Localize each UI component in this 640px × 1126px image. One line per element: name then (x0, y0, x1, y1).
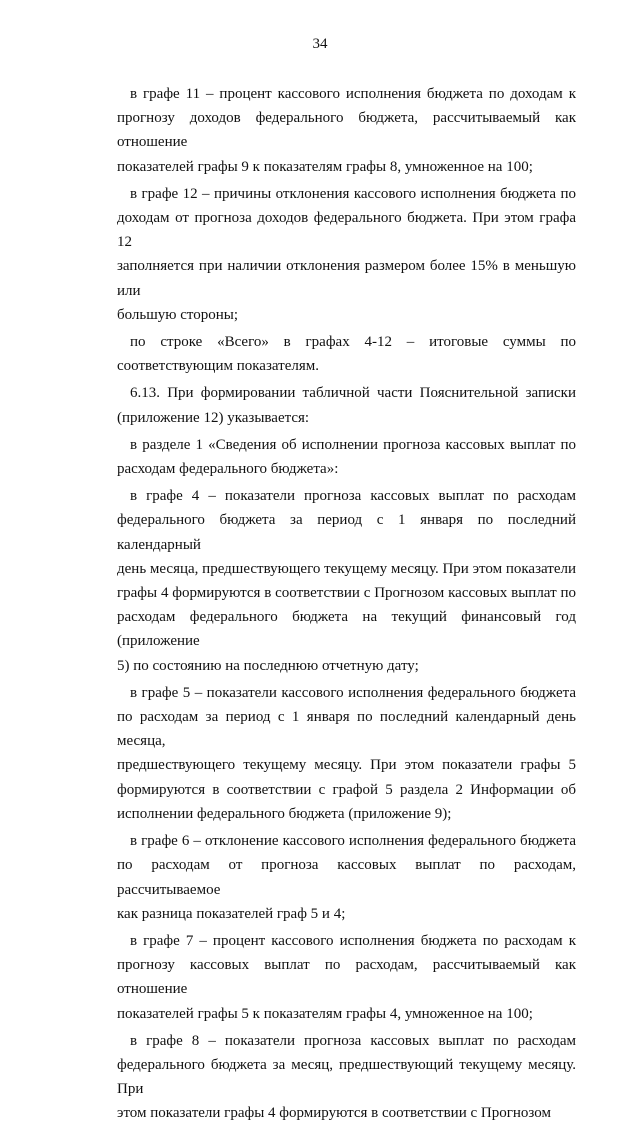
text-line: (приложение 12) указывается: (117, 409, 310, 426)
text-line: этом показатели графы 4 формируются в соответствии с Прогнозом (117, 1105, 551, 1122)
document-body (117, 82, 576, 1126)
text-line: исполнении федерального бюджета (приложение 9); (117, 805, 452, 822)
text-line: в графе 7 – процент кассового исполнения бюджета по расходам к (130, 932, 576, 949)
text-line: расходам федерального бюджета»: (117, 461, 339, 478)
text-line: доходам от прогноза доходов федерального бюджета. При этом графа 12 (117, 210, 576, 251)
text-line: 5) по состоянию на последнюю отчетную дату; (117, 657, 419, 674)
text-line: в графе 6 – отклонение кассового исполнения федерального бюджета (130, 833, 576, 850)
text-line: предшествующего текущему месяцу. При этом показатели графы 5 (117, 757, 576, 774)
text-line: федерального бюджета за месяц, предшествующий текущему месяцу. При (117, 1056, 576, 1098)
text-line: показателей графы 5 к показателям графы 4, умноженное на 100; (117, 1005, 533, 1022)
paragraph (117, 681, 576, 826)
text-line: показателей графы 9 к показателям графы 8, умноженное на 100; (117, 158, 533, 175)
paragraph (117, 1029, 576, 1126)
text-line: расходам федерального бюджета на текущий финансовый год (приложение (117, 609, 576, 650)
paragraph (117, 182, 576, 327)
text-line: большую стороны; (117, 306, 239, 323)
text-line: формируются в соответствии с графой 5 раздела 2 Информации об (117, 781, 576, 798)
text-line: прогнозу кассовых выплат по расходам, рассчитываемый как отношение (117, 957, 576, 998)
text-line: соответствующим показателям. (117, 358, 319, 375)
text-line: в разделе 1 «Сведения об исполнении прогноза кассовых выплат по (130, 436, 576, 453)
text-line: по расходам от прогноза кассовых выплат по расходам, рассчитываемое (117, 857, 576, 898)
text-line: заполняется при наличии отклонения размером более 15% в меньшую или (117, 258, 576, 299)
text-line: графы 4 формируются в соответствии с Прогнозом кассовых выплат по (117, 585, 576, 602)
paragraph (117, 330, 576, 378)
text-line: в графе 12 – причины отклонения кассового исполнения бюджета по (130, 185, 576, 202)
text-line: в графе 8 – показатели прогноза кассовых выплат по расходам (130, 1032, 576, 1049)
text-line: день месяца, предшествующего текущему месяцу. При этом показатели (117, 560, 576, 577)
paragraph (117, 484, 576, 678)
text-line: прогнозу доходов федерального бюджета, рассчитываемый как отношение (117, 110, 576, 151)
text-line: федерального бюджета за период с 1 января по последний календарный (117, 512, 576, 553)
paragraph (117, 433, 576, 481)
paragraph (117, 929, 576, 1026)
text-line: как разница показателей граф 5 и 4; (117, 905, 346, 922)
page-number: 34 (312, 36, 328, 52)
text-line: в графе 4 – показатели прогноза кассовых выплат по расходам (130, 488, 576, 505)
text-line: по строке «Всего» в графах 4-12 – итоговые суммы по (130, 334, 576, 351)
text-line: в графе 11 – процент кассового исполнения бюджета по доходам к (130, 86, 576, 102)
paragraph (117, 381, 576, 429)
paragraph (117, 82, 576, 179)
paragraph (117, 829, 576, 926)
text-line: в графе 5 – показатели кассового исполнения федерального бюджета (130, 684, 576, 701)
text-line: 6.13. При формировании табличной части Пояснительной записки (130, 385, 576, 402)
text-line: по расходам за период с 1 января по последний календарный день месяца, (117, 709, 576, 750)
